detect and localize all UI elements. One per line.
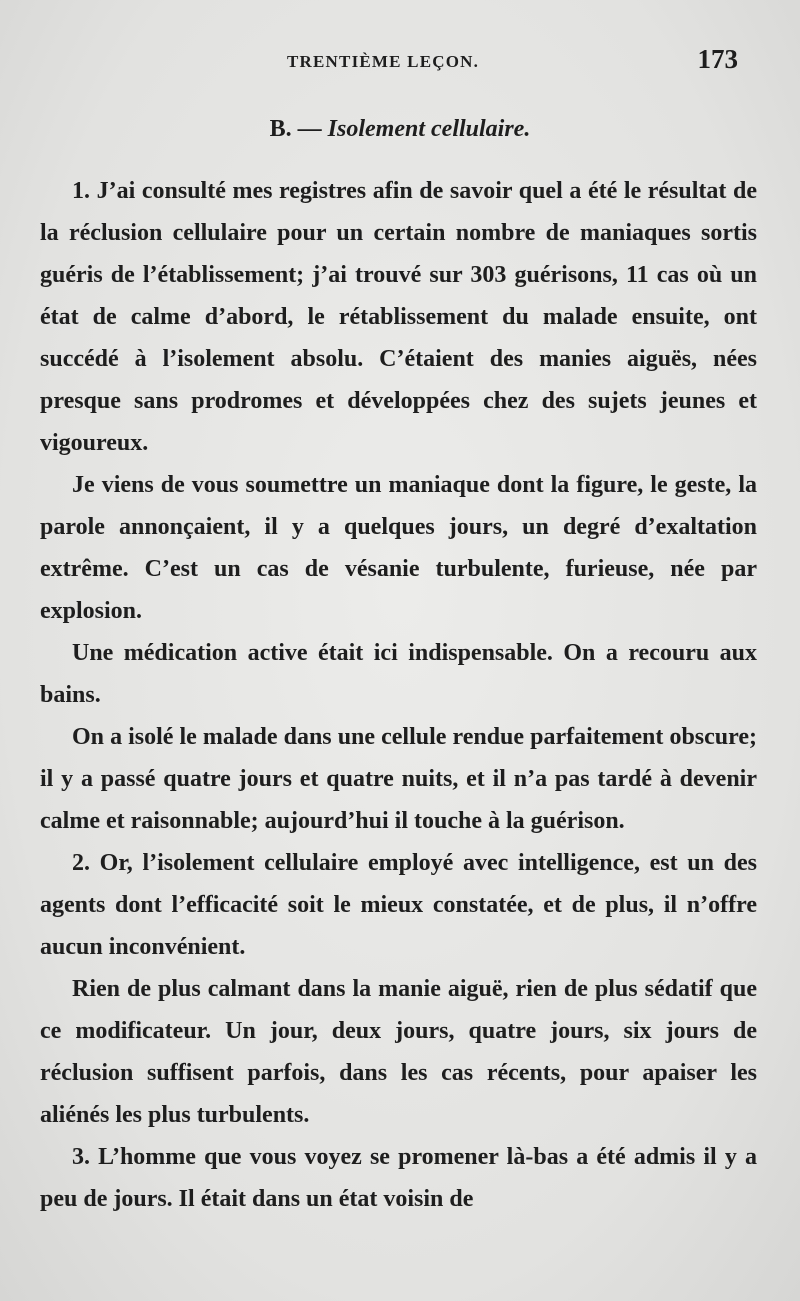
paragraph-2: Je viens de vous soumettre un maniaque dont la figure, le geste, la parole annonçaient, il y a quelques jours, un degré d’exaltation extrême. C’est un cas de vésanie turbulente, furieuse, née par explosion. <box>40 472 757 624</box>
paragraph-5: 2. Or, l’isolement cellulaire employé avec intelligence, est un des agents dont l’efficacité soit le mieux constatée, et de plus, il n’offre aucun inconvénient. <box>40 850 757 960</box>
running-head <box>0 44 800 78</box>
running-title: TRENTIÈME LEÇON. <box>287 52 480 71</box>
paragraph-6: Rien de plus calmant dans la manie aiguë, rien de plus sédatif que ce modificateur. Un jour, deux jours, quatre jours, six jours de réclusion suffisent parfois, dans les cas récents, pour apaiser les aliénés les plus turbulents. <box>40 976 757 1128</box>
page-number: 173 <box>697 44 738 74</box>
paragraph-1: 1. J’ai consulté mes registres afin de savoir quel a été le résultat de la réclusion cellulaire pour un certain nombre de maniaques sortis guéris de l’établissement; j’ai trouvé sur 303 guérisons, 11 cas où un état de calme d’abord, le rétablissement du malade ensuite, ont succédé à l’isolement absolu. C’étaient des manies aiguës, nées presque sans prodromes et développées chez des sujets jeunes et vigoureux. <box>40 178 757 456</box>
section-title: Isolement cellulaire. <box>327 116 531 142</box>
paragraph-4: On a isolé le malade dans une cellule rendue parfaitement obscure; il y a passé quatre jours et quatre nuits, et il n’a pas tardé à devenir calme et raisonnable; aujourd’hui il touche à la guérison. <box>40 724 757 834</box>
section-heading <box>0 116 800 143</box>
paragraph-3: Une médication active était ici indispensable. On a recouru aux bains. <box>40 640 757 708</box>
paragraph-7: 3. L’homme que vous voyez se promener là-bas a été admis il y a peu de jours. Il était dans un état voisin de <box>40 1144 757 1212</box>
section-label: B. — <box>269 116 322 142</box>
body-text <box>40 170 757 1220</box>
